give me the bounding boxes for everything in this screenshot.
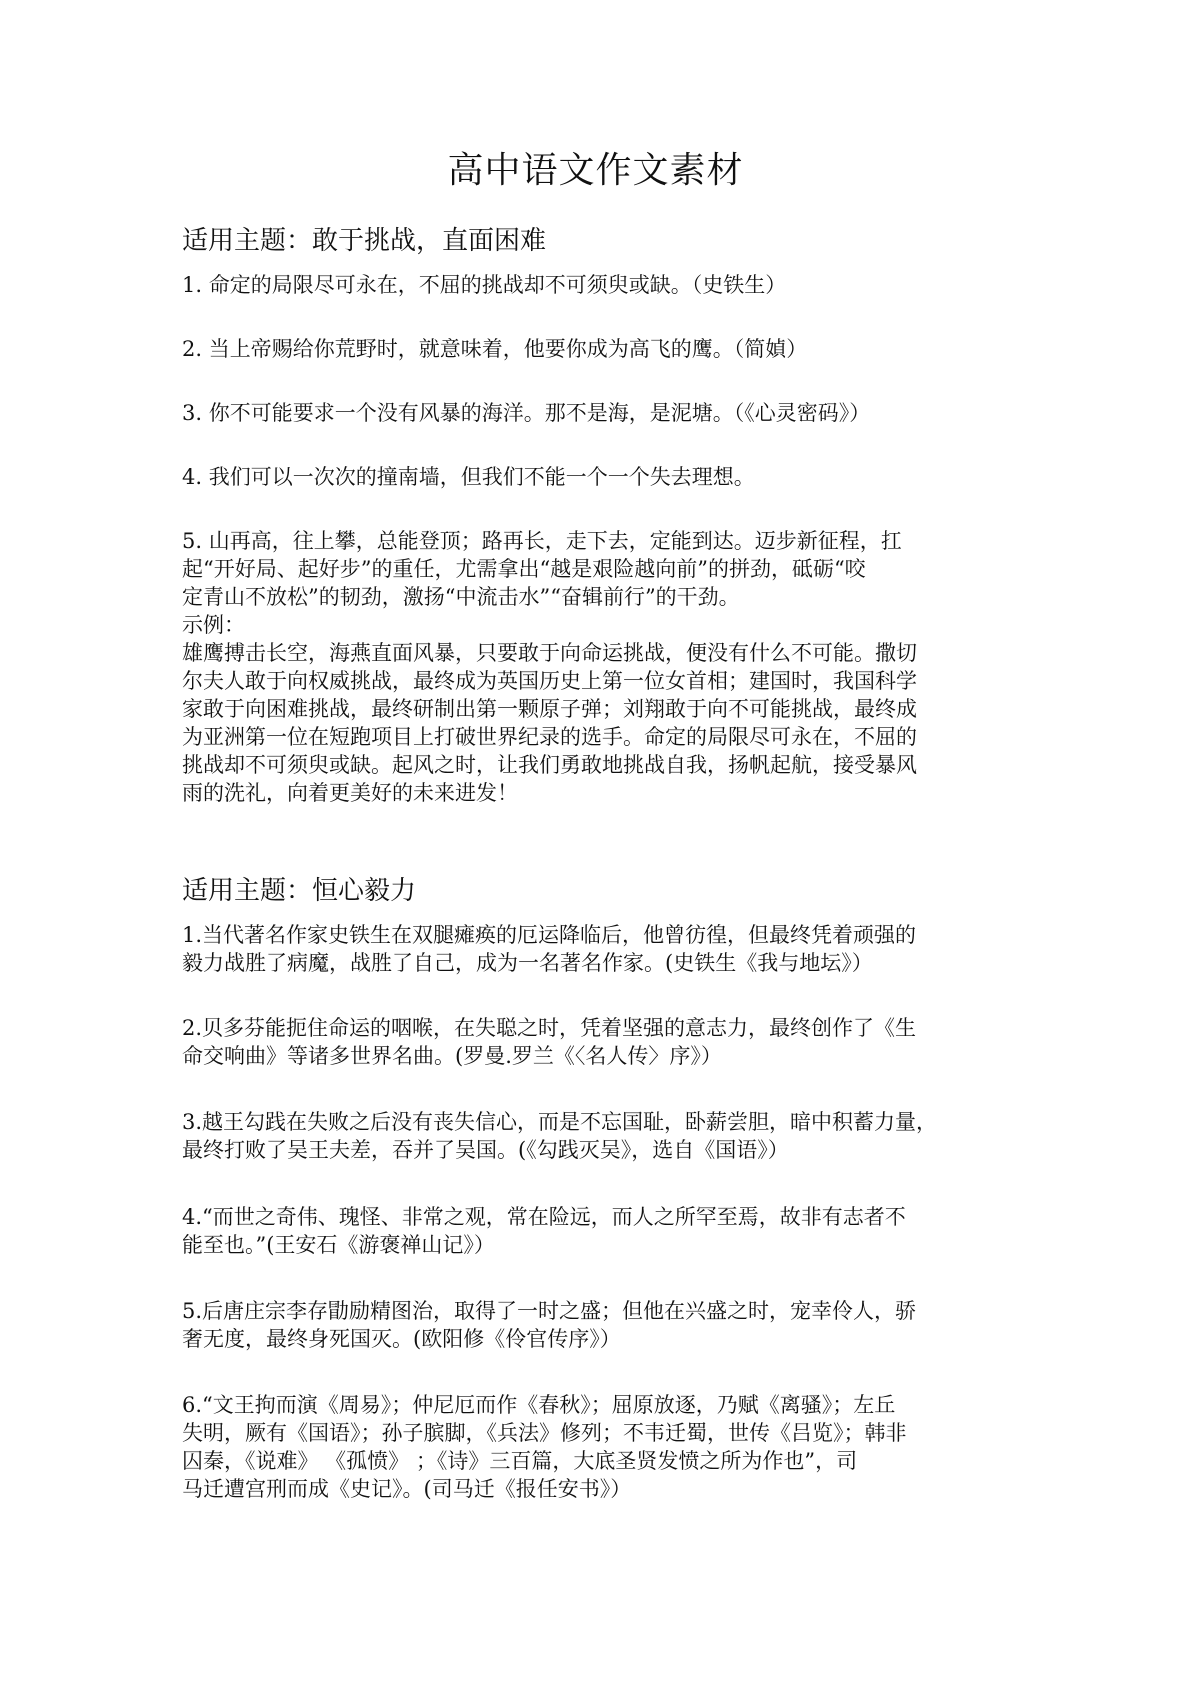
example-text: 雄鹰搏击长空，海燕直面风暴，只要敢于向命运挑战，便没有什么不可能。撒切 尔夫人敢于向权威挑战，最终成为英国历史上第一位女首相；建国时，我国科学 家敢于向困难挑战，最终研制出第一颗原子弹；刘翔敢于向不可能挑战，最终成 为亚洲第一位在短跑项目上打破世界纪录的选手。命定的局限尽可永在，不屈的 挑战却不可须臾或缺。起风之时，让我们勇敢地挑战自我，扬帆起航，接受暴风 雨的洗礼，向着更美好的未来进发！ (182, 641, 917, 805)
section-1-item-3: 3. 你不可能要求一个没有风暴的海洋。那不是海，是泥塘。（《心灵密码》） (182, 401, 871, 425)
section-1-theme: 适用主题：敢于挑战，直面困难 (182, 226, 547, 256)
section-2-item-3: 3.越王勾践在失败之后没有丧失信心，而是不忘国耻，卧薪尝胆，暗中积蓄力量， 最终打败了吴王夫差，吞并了吴国。(《勾践灭吴》，选自《国语》） (182, 1110, 938, 1162)
section-2-theme: 适用主题：恒心毅力 (182, 876, 417, 906)
example-label: 示例： (182, 613, 245, 637)
section-2-item-5: 5.后唐庄宗李存勖励精图治，取得了一时之盛；但他在兴盛之时，宠幸伶人，骄 奢无度，最终身死国灭。(欧阳修《伶官传序》） (182, 1299, 917, 1351)
section-1-item-1: 1. 命定的局限尽可永在，不屈的挑战却不可须臾或缺。（史铁生） (182, 273, 787, 297)
document-title: 高中语文作文素材 (447, 150, 744, 191)
section-2-item-4: 4.“而世之奇伟、瑰怪、非常之观，常在险远，而人之所罕至焉，故非有志者不 能至也。”(王安石《游褒禅山记》） (182, 1205, 906, 1257)
section-1-item-4: 4. 我们可以一次次的撞南墙，但我们不能一个一个失去理想。 (182, 465, 755, 489)
section-1-item-5: 5. 山再高，往上攀，总能登顶；路再长，走下去，定能到达。迈步新征程，扛 起“开好局、起好步”的重任，尤需拿出“越是艰险越向前”的拼劲，砥砺“咬 定青山不放松”的韧劲，激扬“中流击水”“奋辑前行”的干劲。 (182, 529, 902, 609)
section-2-item-1: 1.当代著名作家史铁生在双腿瘫痪的厄运降临后，他曾彷徨，但最终凭着顽强的 毅力战胜了病魔，战胜了自己，成为一名著名作家。(史铁生《我与地坛》） (182, 923, 917, 975)
section-2-item-2: 2.贝多芬能扼住命运的咽喉，在失聪之时，凭着坚强的意志力，最终创作了《生 命交响曲》等诸多世界名曲。(罗曼.罗兰《〈名人传〉序》） (182, 1016, 917, 1068)
section-2-item-6: 6.“文王拘而演《周易》；仲尼厄而作《春秋》；屈原放逐，乃赋《离骚》；左丘 失明，厥有《国语》；孙子膑脚，《兵法》修列；不韦迁蜀，世传《吕览》；韩非 囚秦，《说难》 《孤愤》 ；《诗》三百篇，大底圣贤发愤之所为作也”，司 马迁遭宫刑而成《史记》。(司马迁《报任安书》） (182, 1393, 907, 1501)
section-1-item-2: 2. 当上帝赐给你荒野时，就意味着，他要你成为高飞的鹰。（简媜） (182, 337, 808, 361)
